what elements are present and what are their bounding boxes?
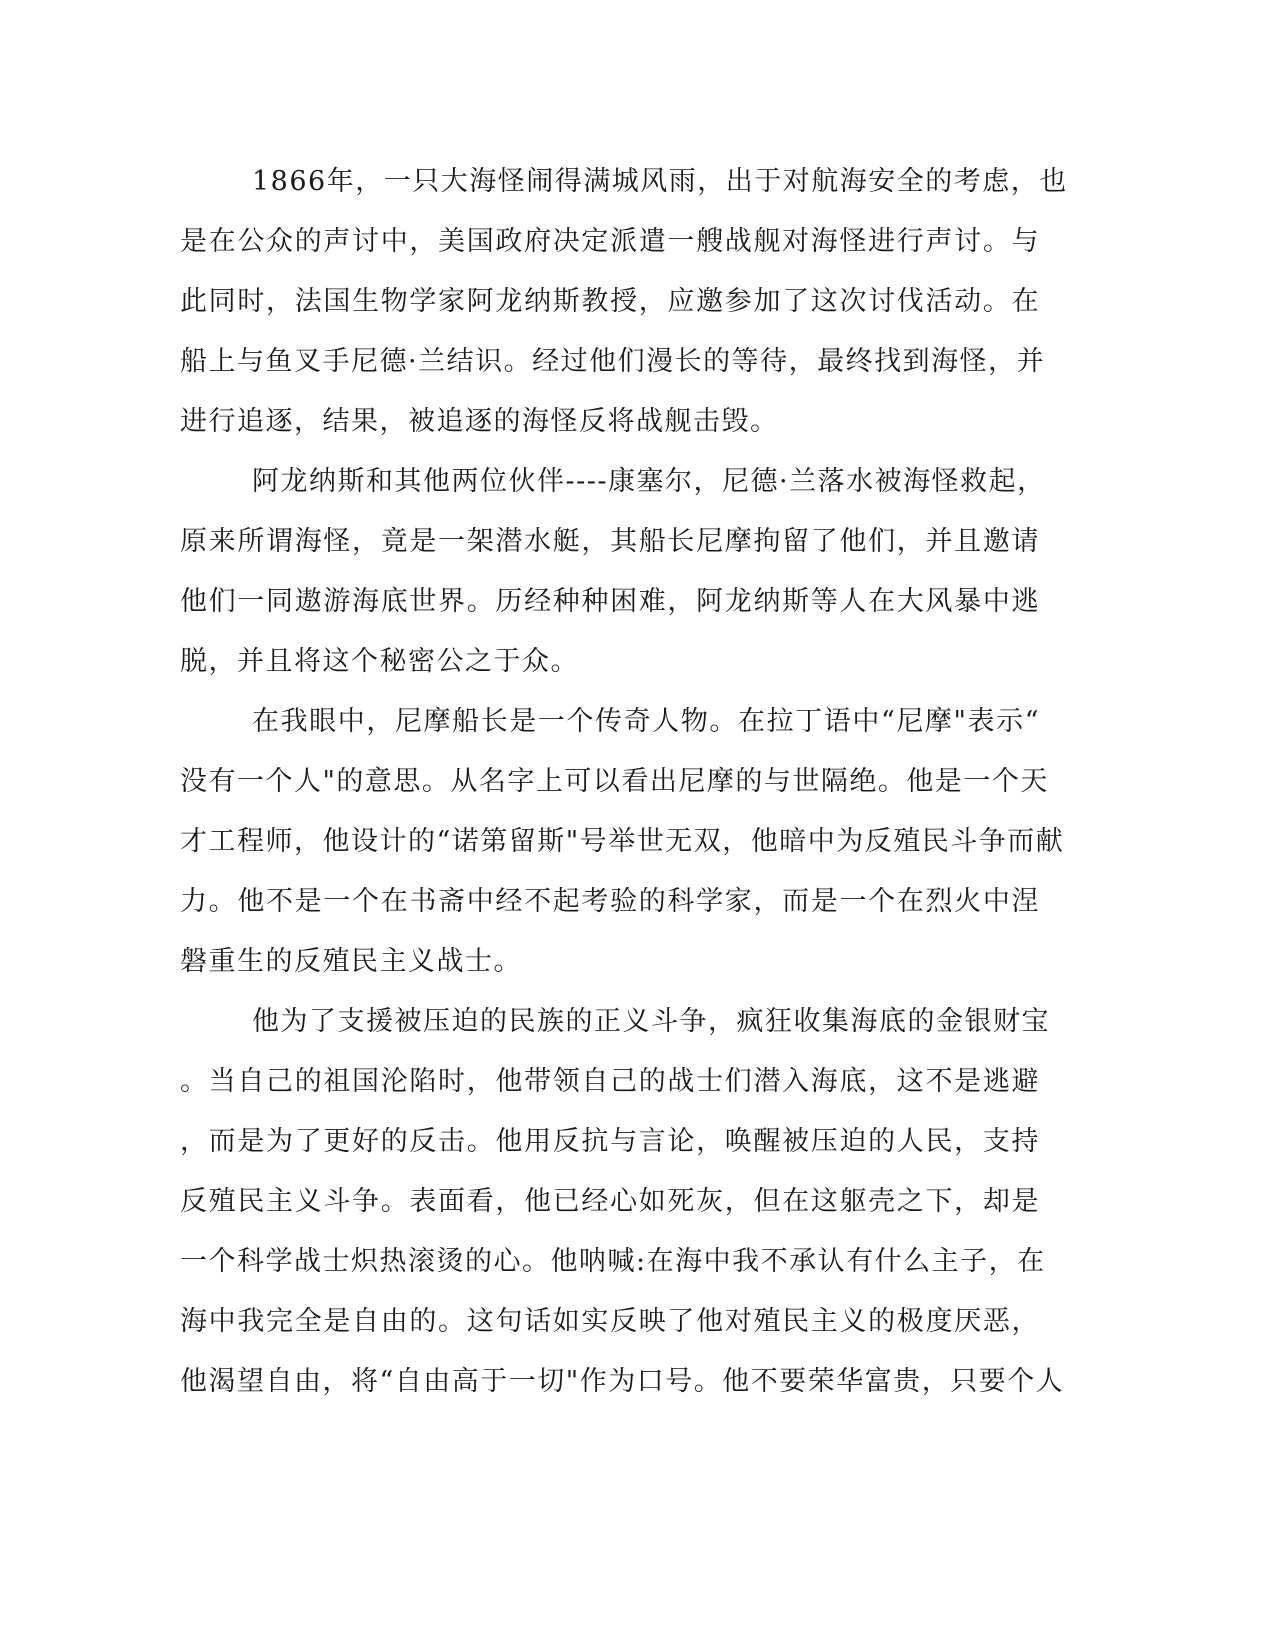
text-line: 进行追逐，结果，被追逐的海怪反将战舰击毁。 [180,406,779,437]
text-line: 阿龙纳斯和其他两位伙伴----康塞尔，尼德·兰落水被海怪救起， [252,466,1046,497]
text-line: 他为了支援被压迫的民族的正义斗争，疯狂收集海底的金银财宝 [252,1006,1050,1037]
paragraph-3 [180,698,1065,998]
text-line: 海中我完全是自由的。这句话如实反映了他对殖民主义的极度厌恶， [180,1306,1040,1337]
text-line: ，而是为了更好的反击。他用反抗与言论，唤醒被压迫的人民，支持 [180,1126,1040,1157]
text-line: 力。他不是一个在书斋中经不起考验的科学家，而是一个在烈火中涅 [180,886,1040,917]
document-body [180,158,1068,1418]
text-line: 他渴望自由，将“自由高于一切"作为口号。他不要荣华富贵，只要个人 [180,1366,1065,1397]
text-line: 。当自己的祖国沦陷时，他带领自己的战士们潜入海底，这不是逃避 [180,1066,1040,1097]
text-line: 此同时，法国生物学家阿龙纳斯教授，应邀参加了这次讨伐活动。在 [180,286,1040,317]
text-line: 磐重生的反殖民主义战士。 [180,946,522,977]
text-line: 一个科学战士炽热滚烫的心。他呐喊:在海中我不承认有什么主子，在 [180,1246,1046,1277]
text-line: 脱，并且将这个秘密公之于众。 [180,646,579,677]
text-line: 反殖民主义斗争。表面看，他已经心如死灰，但在这躯壳之下，却是 [180,1186,1040,1217]
text-line: 1866年，一只大海怪闹得满城风雨，出于对航海安全的考虑，也 [252,166,1068,197]
text-line: 船上与鱼叉手尼德·兰结识。经过他们漫长的等待，最终找到海怪，并 [180,346,1046,377]
text-line: 原来所谓海怪，竟是一架潜水艇，其船长尼摩拘留了他们，并且邀请 [180,526,1040,557]
text-line: 他们一同遨游海底世界。历经种种困难，阿龙纳斯等人在大风暴中逃 [180,586,1040,617]
text-line: 才工程师，他设计的“诺第留斯"号举世无双，他暗中为反殖民斗争而献 [180,826,1065,857]
paragraph-1 [180,158,1068,458]
text-line: 没有一个人"的意思。从名字上可以看出尼摩的与世隔绝。他是一个天 [180,766,1049,797]
paragraph-2 [180,458,1046,698]
text-line: 在我眼中，尼摩船长是一个传奇人物。在拉丁语中“尼摩"表示“ [252,706,1040,737]
text-line: 是在公众的声讨中，美国政府决定派遣一艘战舰对海怪进行声讨。与 [180,226,1040,257]
paragraph-4 [180,998,1065,1418]
